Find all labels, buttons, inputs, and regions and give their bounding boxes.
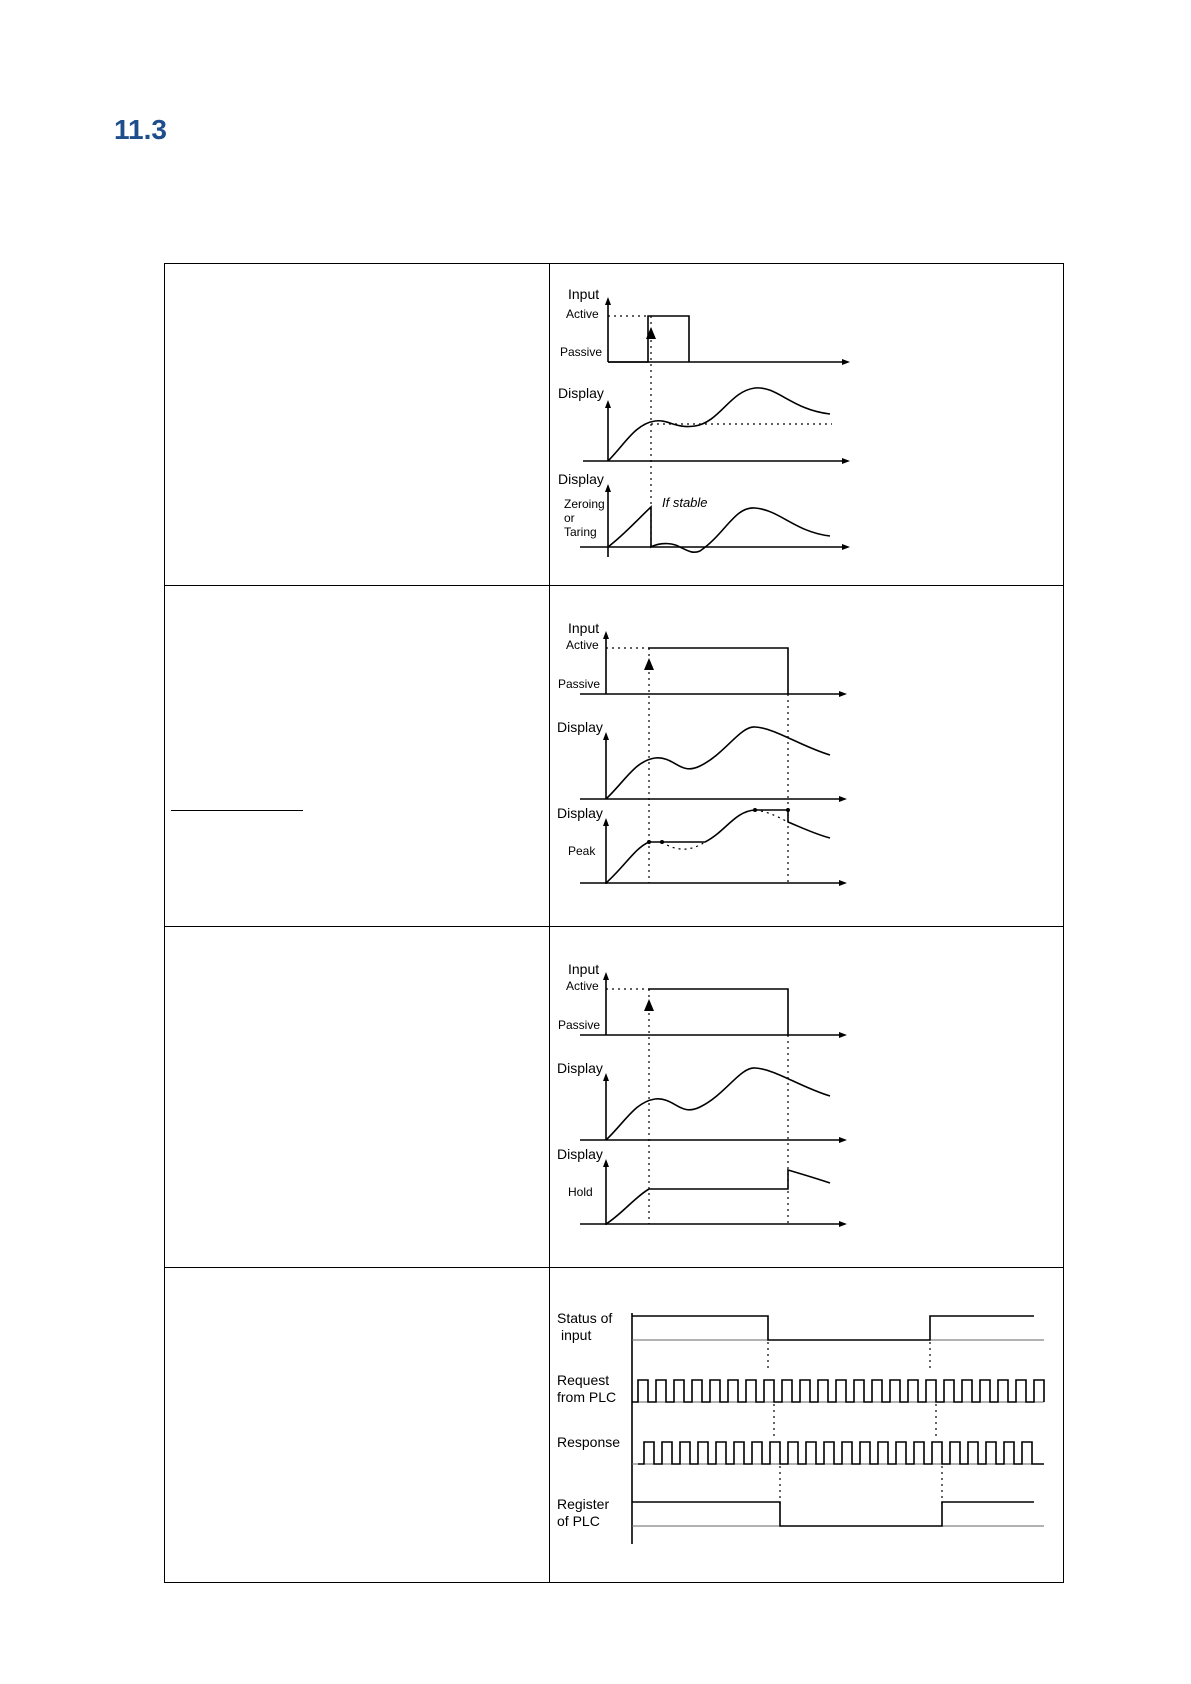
display-axis-label: Display (557, 1060, 603, 1076)
underline-mark (171, 810, 303, 811)
signal-label: Request (557, 1372, 610, 1388)
display-y-arrowhead (605, 400, 611, 408)
weight-curve (606, 727, 830, 799)
table-row-plc (165, 1268, 1064, 1583)
passive-level-label: Passive (558, 677, 601, 691)
input-x-arrowhead (839, 1032, 847, 1038)
input-x-arrowhead (839, 691, 847, 697)
signal-label: from PLC (557, 1389, 617, 1405)
signal-label: Register (557, 1496, 610, 1512)
mode-label: Taring (564, 525, 597, 539)
mode-label: Zeroing (564, 497, 605, 511)
display-axis-label: Display (557, 1146, 603, 1162)
display-x-arrowhead (839, 1137, 847, 1143)
mode-label: Peak (568, 844, 596, 858)
plc-timing-diagram (550, 1268, 1063, 1582)
peak-point (647, 840, 651, 844)
actual-weight-trace (755, 810, 788, 822)
diagram-cell-peak (550, 586, 1064, 927)
actual-weight-trace (662, 842, 705, 849)
display-x-arrowhead (839, 796, 847, 802)
display-axis-label: Display (557, 805, 603, 821)
description-cell-peak (165, 586, 550, 927)
response-waveform (638, 1442, 1044, 1464)
zeroed-weight-curve (608, 507, 830, 552)
peak-point (786, 808, 790, 812)
signal-label: Response (557, 1434, 621, 1450)
display-y-arrowhead (603, 1073, 609, 1081)
active-level-label: Active (566, 979, 599, 993)
display-axis-label: Display (557, 719, 603, 735)
peak-point (753, 808, 757, 812)
input-y-arrowhead (605, 297, 611, 305)
input-pulse (648, 989, 788, 1035)
zero-tare-timing-diagram (550, 264, 1063, 585)
plc-register-waveform (632, 1502, 1034, 1526)
input-y-arrowhead (603, 972, 609, 980)
peak-timing-diagram (550, 586, 1063, 926)
display-x-arrowhead (839, 1221, 847, 1227)
description-cell-hold (165, 927, 550, 1268)
stability-note: If stable (662, 495, 708, 510)
input-function-table (164, 263, 1064, 1583)
display-y-arrowhead (603, 732, 609, 740)
active-level-label: Active (566, 638, 599, 652)
signal-label: of PLC (557, 1513, 600, 1529)
active-level-label: Active (566, 307, 599, 321)
table-row-peak (165, 586, 1064, 927)
description-cell-plc (165, 1268, 550, 1583)
status-input-waveform (632, 1316, 1034, 1340)
trigger-arrow (644, 658, 654, 670)
display-x-arrowhead (842, 458, 850, 464)
display-x-arrowhead (842, 544, 850, 550)
display-y-arrowhead (603, 1159, 609, 1167)
passive-level-label: Passive (560, 345, 603, 359)
held-value-curve (606, 1170, 830, 1224)
display-y-arrowhead (603, 818, 609, 826)
display-axis-label: Display (558, 385, 604, 401)
input-y-arrowhead (603, 631, 609, 639)
mode-label: or (564, 511, 575, 525)
display-y-arrowhead (605, 484, 611, 492)
signal-label: Status of (557, 1310, 613, 1326)
input-axis-label: Input (568, 286, 600, 302)
diagram-cell-plc (550, 1268, 1064, 1583)
section-number: 11.3 (114, 114, 167, 145)
plc-request-waveform (632, 1380, 1044, 1402)
input-axis-label: Input (568, 961, 600, 977)
input-x-arrowhead (842, 359, 850, 365)
hold-timing-diagram (550, 927, 1063, 1267)
input-pulse (648, 648, 788, 694)
diagram-cell-zero-tare (550, 264, 1064, 586)
peak-held-curve (606, 810, 830, 883)
signal-label: input (561, 1327, 592, 1343)
diagram-cell-hold (550, 927, 1064, 1268)
display-axis-label: Display (558, 471, 604, 487)
peak-point (660, 840, 664, 844)
trigger-arrow (644, 999, 654, 1011)
table-row-zero-tare (165, 264, 1064, 586)
weight-curve (606, 1068, 830, 1140)
display-x-arrowhead (839, 880, 847, 886)
passive-level-label: Passive (558, 1018, 601, 1032)
description-cell-zero-tare (165, 264, 550, 586)
table-row-hold (165, 927, 1064, 1268)
mode-label: Hold (568, 1185, 593, 1199)
input-axis-label: Input (568, 620, 600, 636)
